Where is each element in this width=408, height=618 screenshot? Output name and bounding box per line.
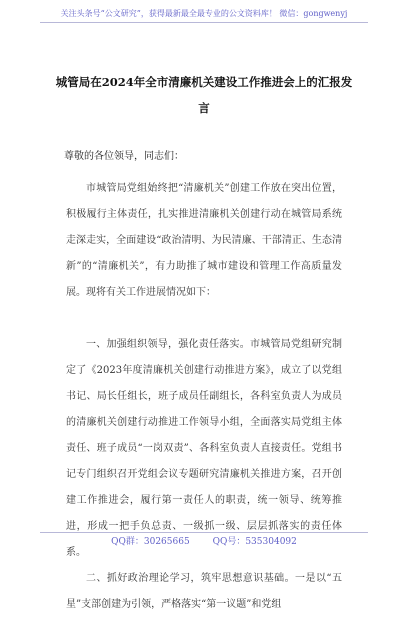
footer-qq-group: QQ群：30265665 — [111, 537, 190, 547]
footer-qq-number: QQ号：535304092 — [212, 537, 297, 547]
paragraph-section-1: 一、加强组织领导，强化责任落实。市城管局党组研究制定了《2023年度清廉机关创建行动推进方案》，成立了以党组书记、局长任组长，班子成员任副组长，各科室负责人为成员的清廉机关创建行动推进工作领导小组，全面落实局党组主体责任、班子成员“一岗双责”、各科室负责人直接责任。党组书记专门组织召开党组会议专题研究清廉机关推进方案，召开创建工作推进会，履行第一责任人的职责，统一领导、统筹推进，形成一把手负总责、一级抓一级、层层抓落实的责任体系。 — [66, 339, 342, 558]
page-header: 关注头条号“公文研究”，获得最新最全最专业的公文资料库！ 微信：gongwenyj — [40, 8, 368, 23]
page-footer — [40, 532, 368, 547]
paragraph-section-2: 二、抓好政治理论学习，筑牢思想意识基础。一是以“五星”支部创建为引领，严格落实“第一议题”和党组 — [66, 573, 342, 610]
salutation: 尊敬的各位领导，同志们： — [64, 151, 184, 162]
document-title: 城管局在2024年全市清廉机关建设工作推进会上的汇报发言 — [55, 75, 353, 115]
paragraph-intro: 市城管局党组始终把“清廉机关”创建工作放在突出位置，积极履行主体责任，扎实推进清廉机关创建行动在城管局系统走深走实，全面建设“政治清明、为民清廉、干部清正、生态清新”的“清廉机关”，有力助推了城市建设和管理工作高质量发展。现将有关工作进展情况如下： — [66, 183, 342, 298]
